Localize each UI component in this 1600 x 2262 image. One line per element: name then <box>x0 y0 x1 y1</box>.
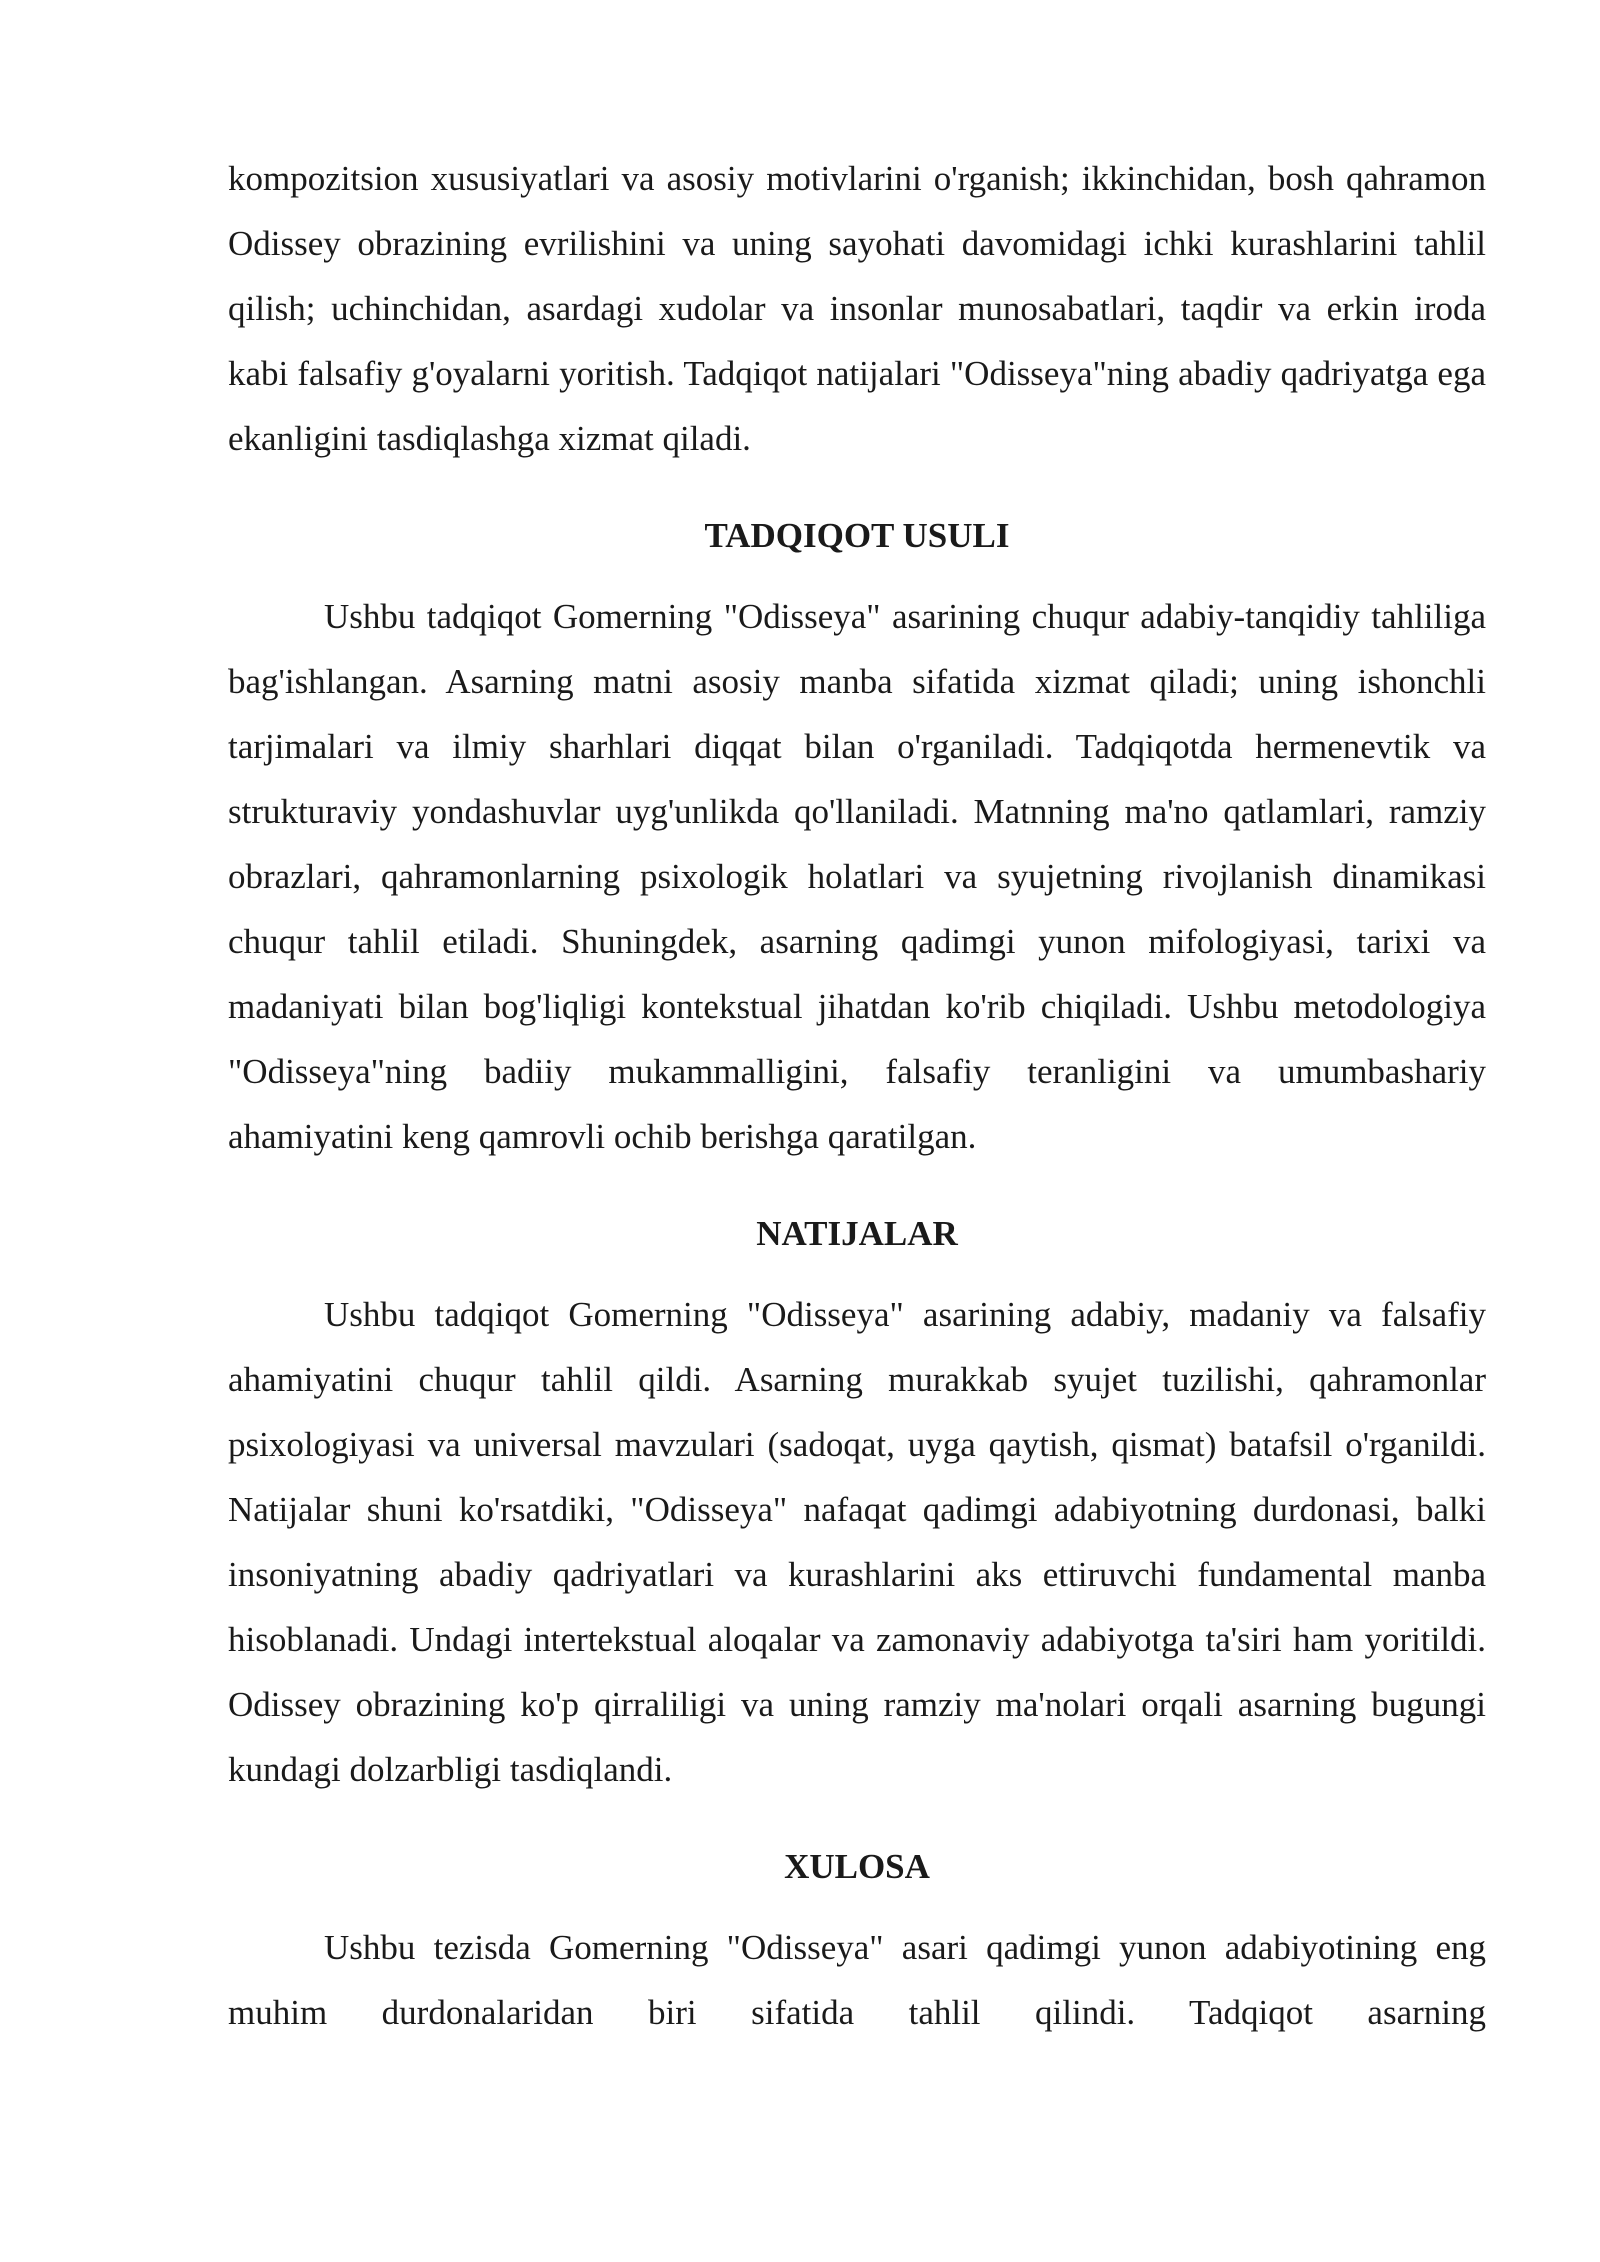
intro-paragraph-continuation: kompozitsion xususiyatlari va asosiy motivlarini o'rganish; ikkinchidan, bosh qahramon Odissey obrazining evrilishini va uning sayohati davomidagi ichki kurashlarini tahlil qilish; uchinchidan, asardagi xudolar va insonlar munosabatlari, taqdir va erkin iroda kabi falsafiy g'oyalarni yoritish. Tadqiqot natijalari "Odisseya"ning abadiy qadriyatga ega ekanligini tasdiqlashga xizmat qiladi. <box>228 159 1486 458</box>
results-paragraph: Ushbu tadqiqot Gomerning "Odisseya" asarining adabiy, madaniy va falsafiy ahamiyatini chuqur tahlil qildi. Asarning murakkab syujet tuzilishi, qahramonlar psixologiyasi va universal mavzulari (sadoqat, uyga qaytish, qismat) batafsil o'rganildi. Natijalar shuni ko'rsatdiki, "Odisseya" nafaqat qadimgi adabiyotning durdonasi, balki insoniyatning abadiy qadriyatlari va kurashlarini aks ettiruvchi fundamental manba hisoblanadi. Undagi intertekstual aloqalar va zamonaviy adabiyotga ta'siri ham yoritildi. Odissey obrazining ko'p qirraliligi va uning ramziy ma'nolari orqali asarning bugungi kundagi dolzarbligi tasdiqlandi. <box>228 1295 1486 1789</box>
section-heading-conclusion: XULOSA <box>784 1847 930 1886</box>
conclusion-paragraph: Ushbu tezisda Gomerning "Odisseya" asari qadimgi yunon adabiyotining eng muhim durdonalaridan biri sifatida tahlil qilindi. Tadqiqot asarning <box>228 1928 1486 2032</box>
document-page <box>228 146 1486 2045</box>
methods-paragraph: Ushbu tadqiqot Gomerning "Odisseya" asarining chuqur adabiy-tanqidiy tahliliga bag'ishlangan. Asarning matni asosiy manba sifatida xizmat qiladi; uning ishonchli tarjimalari va ilmiy sharhlari diqqat bilan o'rganiladi. Tadqiqotda hermenevtik va strukturaviy yondashuvlar uyg'unlikda qo'llaniladi. Matnning ma'no qatlamlari, ramziy obrazlari, qahramonlarning psixologik holatlari va syujetning rivojlanish dinamikasi chuqur tahlil etiladi. Shuningdek, asarning qadimgi yunon mifologiyasi, tarixi va madaniyati bilan bog'liqligi kontekstual jihatdan ko'rib chiqiladi. Ushbu metodologiya "Odisseya"ning badiiy mukammalligini, falsafiy teranligini va umumbashariy ahamiyatini keng qamrovli ochib berishga qaratilgan. <box>228 597 1486 1156</box>
section-heading-methods: TADQIQOT USULI <box>704 516 1010 555</box>
section-heading-results: NATIJALAR <box>756 1214 958 1253</box>
